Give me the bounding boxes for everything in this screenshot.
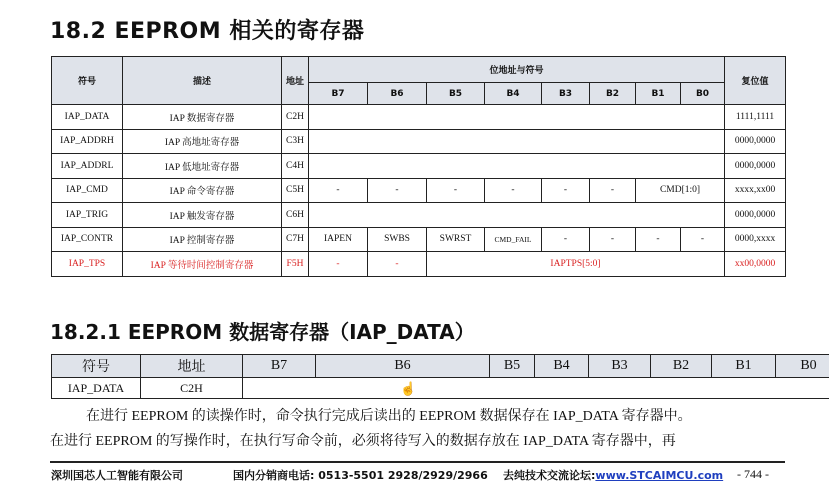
cell-addr: C3H: [282, 129, 309, 154]
cell-reset: 0000,0000: [725, 129, 786, 154]
section-title: 18.2 EEPROM 相关的寄存器: [50, 19, 365, 44]
cell-addr: C2H: [141, 378, 243, 399]
header-desc: 描述: [123, 57, 282, 105]
page-number: - 744 -: [737, 467, 769, 481]
cell-bit: -: [427, 178, 485, 203]
cell-symbol: IAP_TRIG: [52, 203, 123, 228]
eeprom-register-table: [51, 56, 786, 277]
cell-symbol: IAP_CONTR: [52, 227, 123, 252]
cell-bit: -: [542, 227, 590, 252]
cell-symbol: IAP_TPS: [52, 252, 123, 277]
cell-reset: 1111,1111: [725, 105, 786, 130]
header-bit: B4: [535, 355, 589, 378]
cell-desc: IAP 控制寄存器: [123, 227, 282, 252]
header-addr: 地址: [282, 57, 309, 105]
cell-bit: -: [309, 178, 368, 203]
header-bit: B2: [651, 355, 712, 378]
cell-addr: C6H: [282, 203, 309, 228]
cell-symbol: IAP_ADDRH: [52, 129, 123, 154]
cell-bit: -: [636, 227, 681, 252]
header-bit: B3: [589, 355, 651, 378]
table-row: [52, 129, 786, 154]
header-bits-group: 位地址与符号: [309, 57, 725, 83]
cell-bit: IAPEN: [309, 227, 368, 252]
header-bit: B3: [542, 83, 590, 105]
cell-bit: CMD_FAIL: [485, 227, 542, 252]
iap-data-register-table: [51, 354, 829, 399]
cell-addr: C7H: [282, 227, 309, 252]
table-row: [52, 227, 786, 252]
cell-addr: C4H: [282, 154, 309, 179]
header-bit: B1: [712, 355, 776, 378]
cell-reset: xx00,0000: [725, 252, 786, 277]
footer-company: 深圳国芯人工智能有限公司: [51, 469, 183, 482]
cell-symbol: IAP_DATA: [52, 105, 123, 130]
header-bit: B6: [316, 355, 490, 378]
cell-bit: -: [542, 178, 590, 203]
cell-bits-empty: [309, 105, 725, 130]
subsection-title: 18.2.1 EEPROM 数据寄存器（IAP_DATA）: [50, 320, 475, 344]
table-row-highlighted: [52, 252, 786, 277]
header-bit: B4: [485, 83, 542, 105]
cell-addr: C2H: [282, 105, 309, 130]
cell-bits-empty: [309, 203, 725, 228]
cell-desc: IAP 高地址寄存器: [123, 129, 282, 154]
header-bit: B2: [590, 83, 636, 105]
header-bit: B7: [309, 83, 368, 105]
header-symbol: 符号: [52, 57, 123, 105]
cell-desc: IAP 等待时间控制寄存器: [123, 252, 282, 277]
cell-bit: SWBS: [368, 227, 427, 252]
table-row: [52, 105, 786, 130]
header-reset: 复位值: [725, 57, 786, 105]
header-bit: B6: [368, 83, 427, 105]
cell-bit: -: [590, 178, 636, 203]
cell-symbol: IAP_DATA: [52, 378, 141, 399]
cell-bits-empty: [309, 129, 725, 154]
footer-phone: 国内分销商电话: 0513-5501 2928/2929/2966: [233, 469, 488, 482]
cell-reset: xxxx,xx00: [725, 178, 786, 203]
cell-symbol: IAP_CMD: [52, 178, 123, 203]
table-row: [52, 203, 786, 228]
cell-bit: -: [590, 227, 636, 252]
table-row: [52, 178, 786, 203]
header-bit: B1: [636, 83, 681, 105]
cell-symbol: IAP_ADDRL: [52, 154, 123, 179]
table-header-row: [52, 355, 829, 378]
cell-desc: IAP 触发寄存器: [123, 203, 282, 228]
header-addr: 地址: [141, 355, 243, 378]
body-paragraph-line: 在进行 EEPROM 的写操作时，在执行写命令前，必须将待写入的数据存放在 IAP_DATA 寄存器中，再: [50, 434, 676, 449]
cell-desc: IAP 命令寄存器: [123, 178, 282, 203]
cell-addr: F5H: [282, 252, 309, 277]
header-symbol: 符号: [52, 355, 141, 378]
cell-reset: 0000,0000: [725, 154, 786, 179]
header-bit: B5: [427, 83, 485, 105]
cell-bit: -: [368, 178, 427, 203]
cell-bits-empty: [309, 154, 725, 179]
cell-bits-empty: [243, 378, 829, 399]
cell-bit: SWRST: [427, 227, 485, 252]
table-row: [52, 154, 786, 179]
cell-bit: -: [681, 227, 725, 252]
cell-bit: CMD[1:0]: [636, 178, 725, 203]
hand-cursor-icon: ☝: [400, 381, 417, 396]
header-bit: B7: [243, 355, 316, 378]
cell-bit: IAPTPS[5:0]: [427, 252, 725, 277]
cell-desc: IAP 数据寄存器: [123, 105, 282, 130]
cell-reset: 0000,0000: [725, 203, 786, 228]
cell-reset: 0000,xxxx: [725, 227, 786, 252]
header-bit: B5: [490, 355, 535, 378]
header-bit: B0: [681, 83, 725, 105]
cell-addr: C5H: [282, 178, 309, 203]
cell-bit: -: [309, 252, 368, 277]
forum-link[interactable]: www.STCAIMCU.com: [595, 469, 724, 482]
cell-bit: -: [485, 178, 542, 203]
footer-divider: [50, 461, 785, 463]
header-bit: B0: [776, 355, 829, 378]
footer-forum-label: 去纯技术交流论坛:: [503, 469, 596, 482]
cell-bit: -: [368, 252, 427, 277]
footer-forum: [503, 467, 723, 483]
cell-desc: IAP 低地址寄存器: [123, 154, 282, 179]
body-paragraph-line: 在进行 EEPROM 的读操作时，命令执行完成后读出的 EEPROM 数据保存在 IAP_DATA 寄存器中。: [86, 409, 692, 424]
table-row: [52, 378, 829, 399]
